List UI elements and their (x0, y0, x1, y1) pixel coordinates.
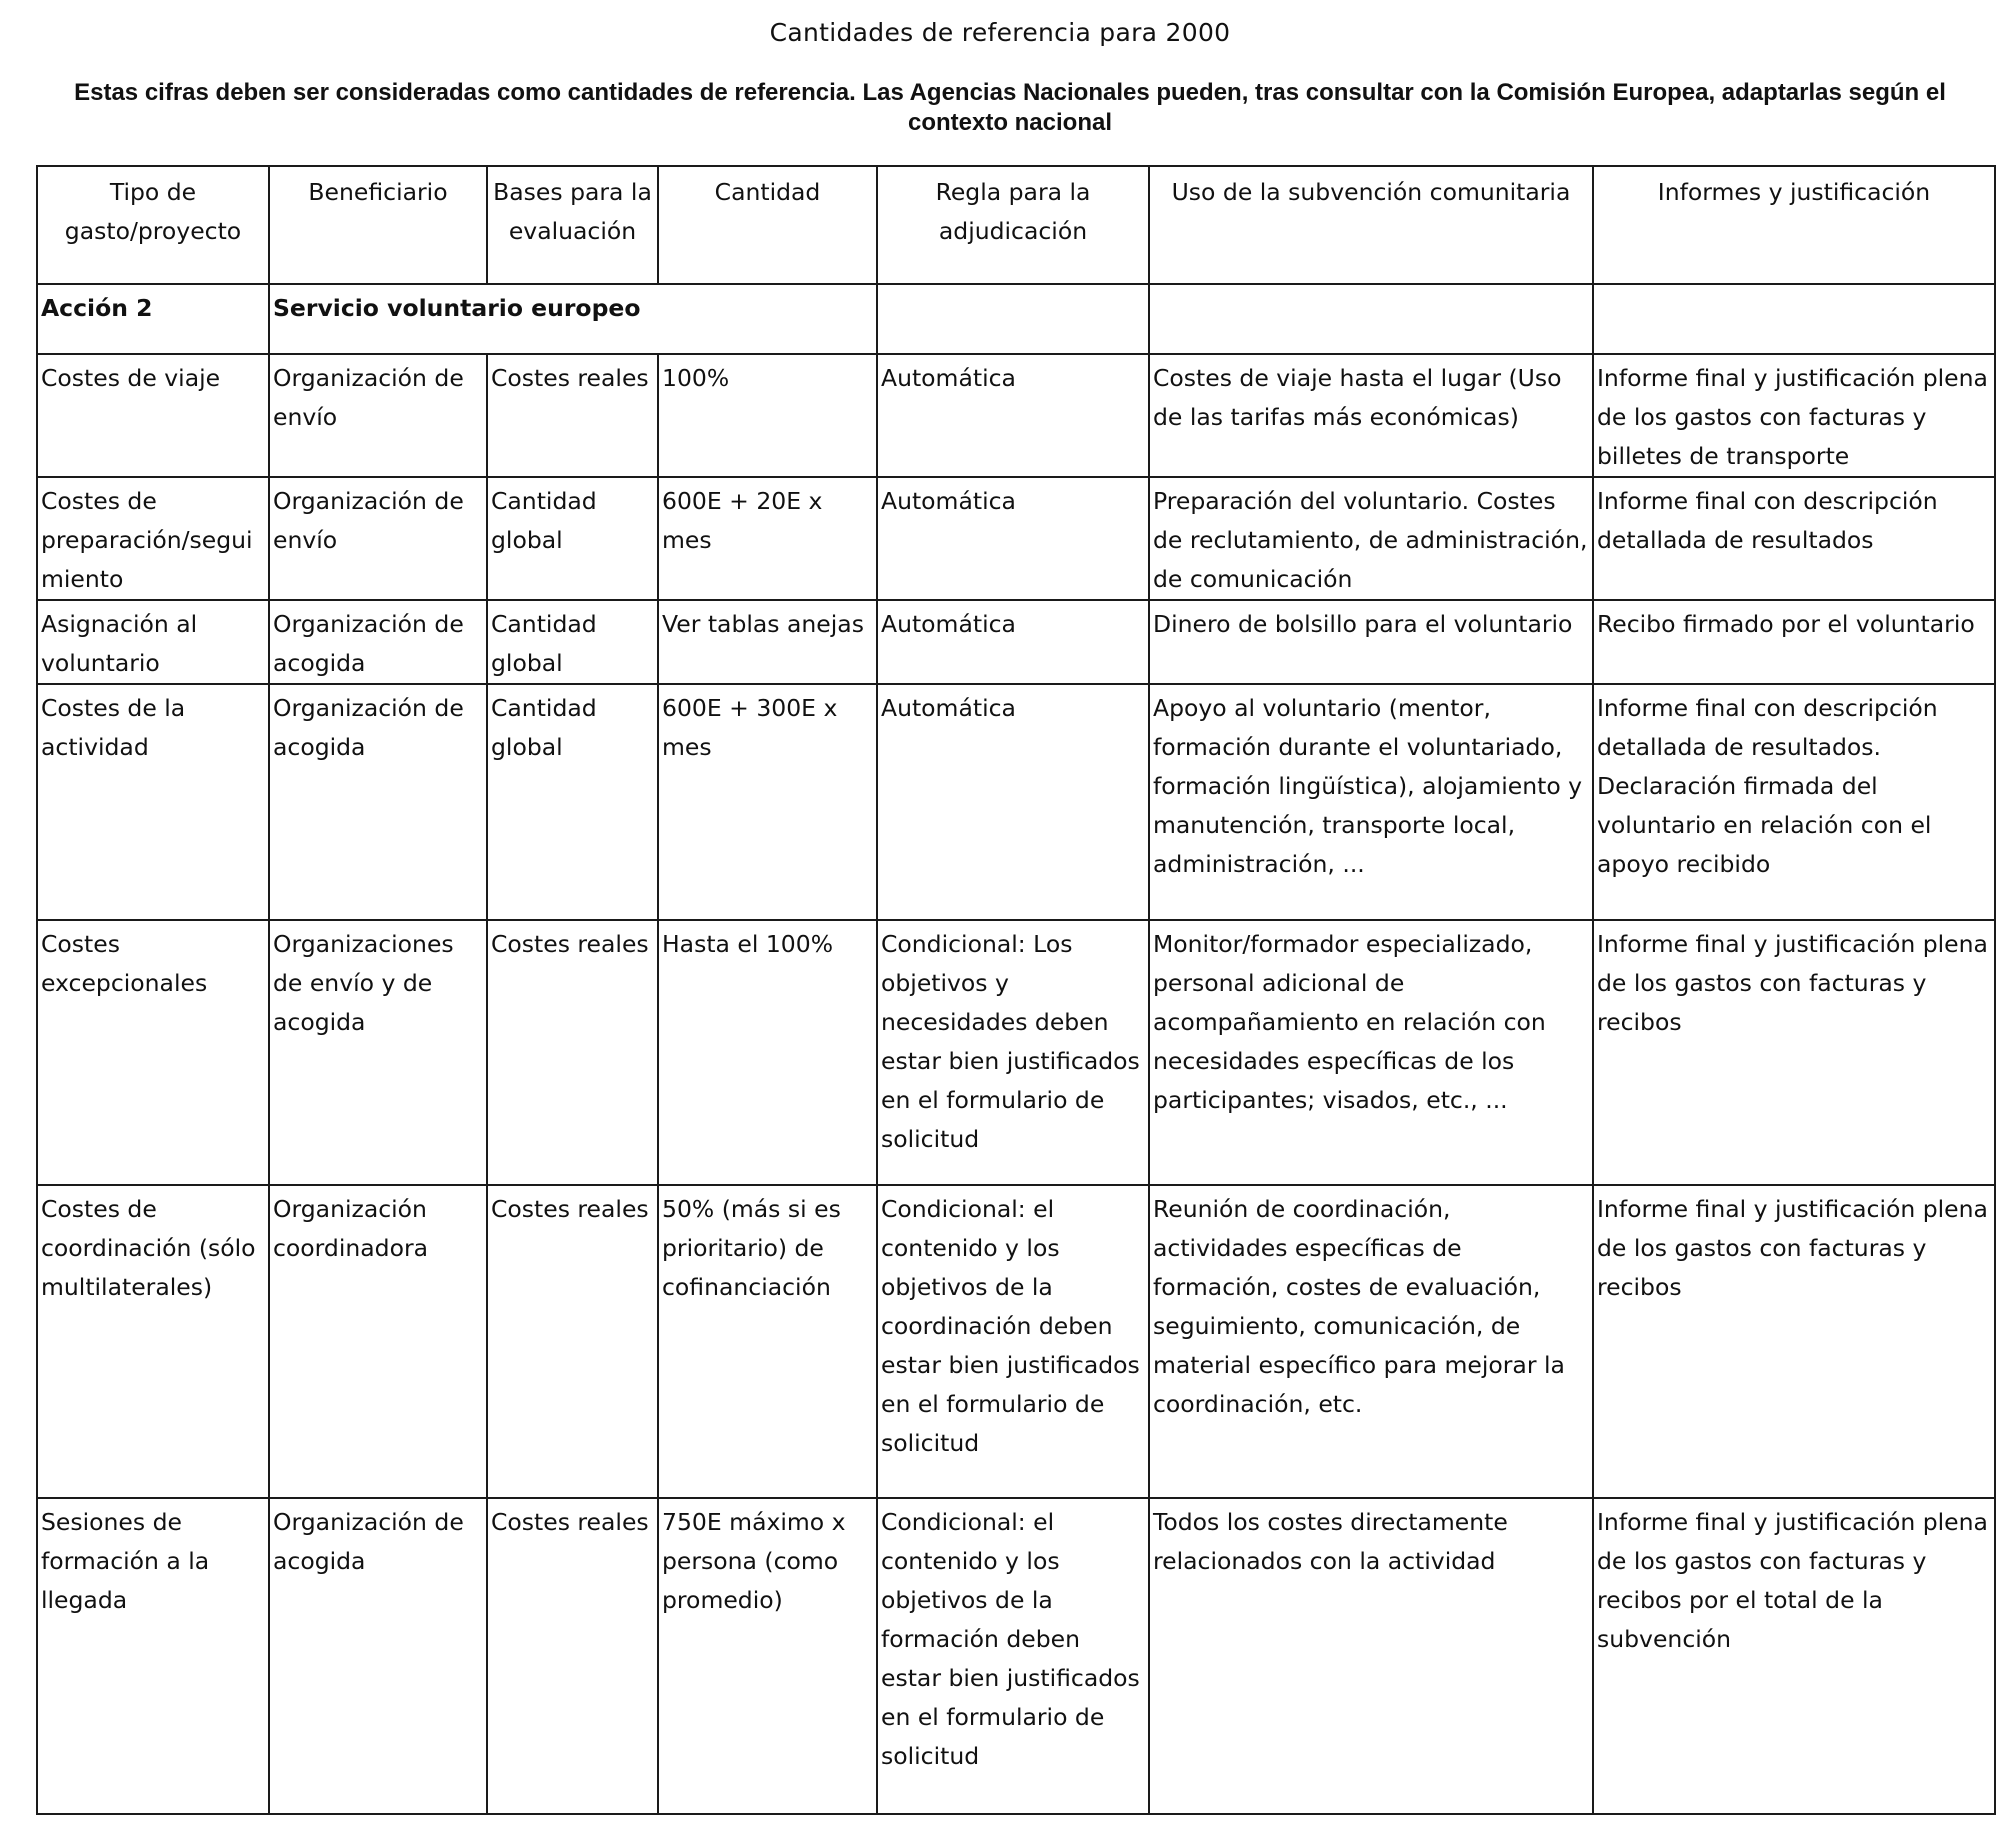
cell-bases: Costes reales (487, 1185, 658, 1498)
header-informes: Informes y justificación (1593, 166, 1995, 284)
cell-regla: Condicional: el contenido y los objetivos de la formación deben estar bien justificados en el formulario de solicitud (877, 1498, 1149, 1814)
cell-tipo: Costes excepcionales (37, 920, 269, 1185)
header-bases: Bases para la evaluación (487, 166, 658, 284)
cell-regla: Automática (877, 684, 1149, 920)
cell-bases: Cantidad global (487, 600, 658, 684)
cell-informes: Informe final con descripción detallada de resultados. Declaración firmada del voluntario en relación con el apoyo recibido (1593, 684, 1995, 920)
section-row (37, 284, 1995, 354)
cell-beneficiario: Organización de envío (269, 477, 487, 600)
document-subtitle: Estas cifras deben ser consideradas como cantidades de referencia. Las Agencias Nacionales pueden, tras consultar con la Comisión Europea, adaptarlas según el contexto nacional (74, 79, 1946, 136)
cell-regla: Automática (877, 477, 1149, 600)
cell-regla: Automática (877, 600, 1149, 684)
cell-cantidad: 750E máximo x persona (como promedio) (658, 1498, 877, 1814)
cell-bases: Costes reales (487, 354, 658, 477)
cell-cantidad: 600E + 20E x mes (658, 477, 877, 600)
cell-regla: Condicional: Los objetivos y necesidades deben estar bien justificados en el formulario de solicitud (877, 920, 1149, 1185)
cell-bases: Costes reales (487, 920, 658, 1185)
cell-informes: Informe final con descripción detallada de resultados (1593, 477, 1995, 600)
cell-tipo: Asignación al voluntario (37, 600, 269, 684)
cell-uso: Apoyo al voluntario (mentor, formación durante el voluntariado, formación lingüística), alojamiento y manutención, transporte local, administración, ... (1149, 684, 1593, 920)
table-row (37, 684, 1995, 920)
cell-beneficiario: Organización de acogida (269, 1498, 487, 1814)
cell-informes: Recibo firmado por el voluntario (1593, 600, 1995, 684)
cell-tipo: Sesiones de formación a la llegada (37, 1498, 269, 1814)
table-row (37, 600, 1995, 684)
cell-informes: Informe final y justificación plena de los gastos con facturas y recibos por el total de la subvención (1593, 1498, 1995, 1814)
cell-regla: Condicional: el contenido y los objetivos de la coordinación deben estar bien justificados en el formulario de solicitud (877, 1185, 1149, 1498)
table-row (37, 477, 1995, 600)
section-nombre: Servicio voluntario europeo (269, 284, 877, 354)
cell-tipo: Costes de viaje (37, 354, 269, 477)
cell-tipo: Costes de coordinación (sólo multilaterales) (37, 1185, 269, 1498)
table-header-row (37, 166, 1995, 284)
cell-cantidad: 100% (658, 354, 877, 477)
cell-uso: Reunión de coordinación, actividades específicas de formación, costes de evaluación, seguimiento, comunicación, de material específico para mejorar la coordinación, etc. (1149, 1185, 1593, 1498)
header-regla: Regla para la adjudicación (877, 166, 1149, 284)
cell-bases: Costes reales (487, 1498, 658, 1814)
cell-bases: Cantidad global (487, 684, 658, 920)
header-beneficiario: Beneficiario (269, 166, 487, 284)
cell-beneficiario: Organización de acogida (269, 600, 487, 684)
section-empty-cell (1149, 284, 1593, 354)
header-uso: Uso de la subvención comunitaria (1149, 166, 1593, 284)
cell-cantidad: 50% (más si es prioritario) de cofinanciación (658, 1185, 877, 1498)
cell-beneficiario: Organización coordinadora (269, 1185, 487, 1498)
cell-beneficiario: Organizaciones de envío y de acogida (269, 920, 487, 1185)
section-empty-cell (877, 284, 1149, 354)
cell-cantidad: Ver tablas anejas (658, 600, 877, 684)
table-row (37, 1498, 1995, 1814)
cell-uso: Costes de viaje hasta el lugar (Uso de las tarifas más económicas) (1149, 354, 1593, 477)
header-cantidad: Cantidad (658, 166, 877, 284)
cell-beneficiario: Organización de envío (269, 354, 487, 477)
cell-tipo: Costes de preparación/seguimiento (37, 477, 269, 600)
cell-cantidad: 600E + 300E x mes (658, 684, 877, 920)
table-row (37, 354, 1995, 477)
cell-uso: Todos los costes directamente relacionados con la actividad (1149, 1498, 1593, 1814)
cell-bases: Cantidad global (487, 477, 658, 600)
cell-regla: Automática (877, 354, 1149, 477)
cell-informes: Informe final y justificación plena de los gastos con facturas y recibos (1593, 920, 1995, 1185)
section-accion: Acción 2 (37, 284, 269, 354)
cell-uso: Preparación del voluntario. Costes de reclutamiento, de administración, de comunicación (1149, 477, 1593, 600)
cell-cantidad: Hasta el 100% (658, 920, 877, 1185)
table-row (37, 920, 1995, 1185)
cell-informes: Informe final y justificación plena de los gastos con facturas y billetes de transporte (1593, 354, 1995, 477)
cell-tipo: Costes de la actividad (37, 684, 269, 920)
cell-beneficiario: Organización de acogida (269, 684, 487, 920)
table-row (37, 1185, 1995, 1498)
cell-uso: Monitor/formador especializado, personal adicional de acompañamiento en relación con necesidades específicas de los participantes; visados, etc., ... (1149, 920, 1593, 1185)
document-title: Cantidades de referencia para 2000 (769, 18, 1231, 47)
reference-amounts-table (36, 165, 1996, 1815)
header-tipo: Tipo de gasto/proyecto (37, 166, 269, 284)
cell-informes: Informe final y justificación plena de los gastos con facturas y recibos (1593, 1185, 1995, 1498)
cell-uso: Dinero de bolsillo para el voluntario (1149, 600, 1593, 684)
section-empty-cell (1593, 284, 1995, 354)
